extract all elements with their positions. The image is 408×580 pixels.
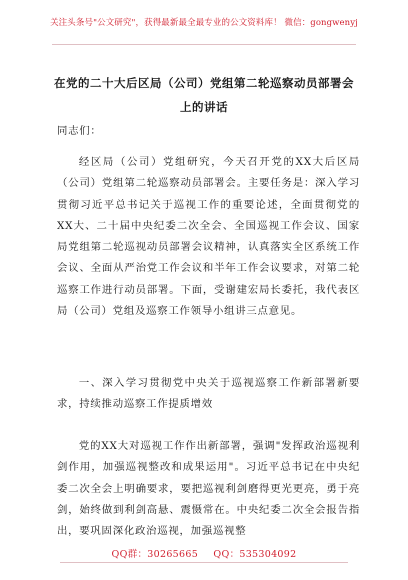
header-divider xyxy=(52,44,356,45)
section-heading: 一、深入学习贯彻党中央关于巡视巡察工作新部署新要求，持续推动巡察工作提质增效 xyxy=(57,377,360,411)
document-title-line2: 上的讲话 xyxy=(180,100,228,114)
footer-qq: QQ：535304092 xyxy=(213,549,297,560)
header-notice xyxy=(0,0,408,44)
paragraph: 经区局（公司）党组研究，今天召开党的XX大后区局（公司）党组第二轮巡察动员部署会。主要任务是：深入学习贯彻习近平总书记关于巡视工作的重要论述，全面贯彻党的XX大、二十届中央纪委二次全会、全国巡视工作会议、国家局党组第二轮巡视动员部署会议精神，认真落实全区系统工作会议、全面从严治党工作会议和半年工作会议要求，对第二轮巡察工作进行动员部署。下面，受谢建宏局长委托，我代表区局（公司）党组及巡察工作领导小组讲三点意见。 xyxy=(57,156,360,318)
footer-contact xyxy=(0,546,408,560)
document-title-line1: 在党的二十大后区局（公司）党组第二轮巡察动员部署会 xyxy=(54,76,354,90)
footer-qq-group: QQ群：30265665 xyxy=(111,549,199,560)
footer-divider xyxy=(60,562,348,563)
paragraph: 党的XX大对巡视工作作出新部署，强调"发挥政治巡视利剑作用，加强巡视整改和成果运用"。习近平总书记在中央纪委二次全会上明确要求，要把巡视利剑磨得更光更亮，勇于亮剑，始终做到利剑高悬、震慑常在。中央纪委二次全会报告指出，要巩固深化政治巡视，加强巡视整 xyxy=(57,440,360,538)
header-notice-text: 关注头条号"公文研究"，获得最新最全最专业的公文资料库！ 微信：gongwenyj xyxy=(50,18,358,28)
greeting: 同志们： xyxy=(57,125,102,137)
